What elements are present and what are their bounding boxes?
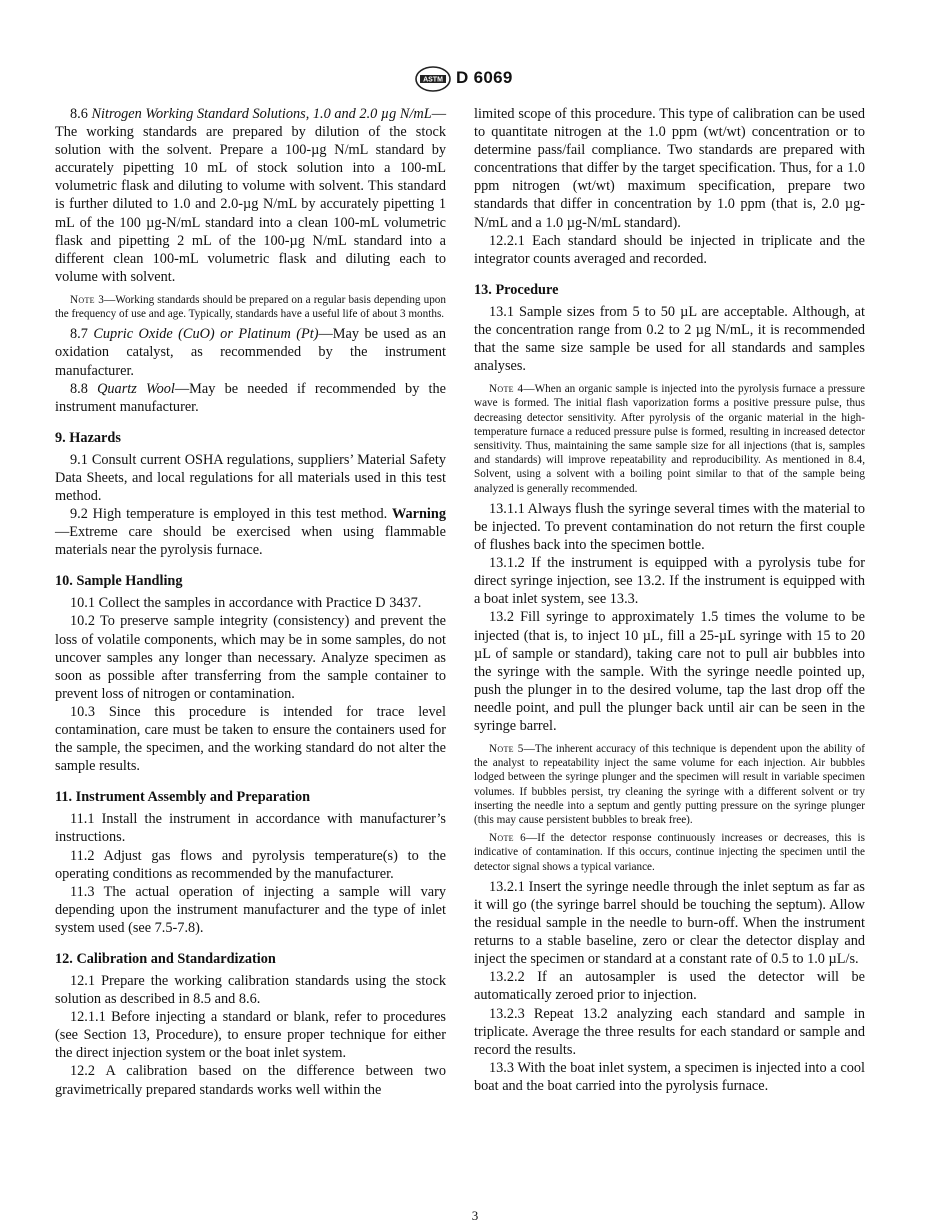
svg-text:ASTM: ASTM	[423, 76, 443, 84]
heading-sample-handling: 10. Sample Handling	[55, 573, 183, 590]
section-13-1: 13.1 Sample sizes from 5 to 50 µL are acceptable. Although, at the concentration range from 0.2 to 2 µg N/mL, it is recommended that the same size sample be used for all standards and samples analyses.	[474, 303, 865, 375]
section-12-1: 12.1 Prepare the working calibration standards using the stock solution as described in 8.5 and 8.6.	[55, 972, 446, 1008]
section-10-1: 10.1 Collect the samples in accordance with Practice D 3437.	[70, 595, 422, 612]
heading-hazards: 9. Hazards	[55, 429, 121, 446]
section-9-2: 9.2 High temperature is employed in this test method. Warning—Extreme care should be exercised when using flammable materials near the pyrolysis furnace.	[55, 506, 446, 559]
right-column	[474, 105, 865, 1095]
section-12-2-1: 12.2.1 Each standard should be injected in triplicate and the integrator counts averaged and recorded.	[474, 232, 865, 267]
heading-instrument-assembly: 11. Instrument Assembly and Preparation	[55, 789, 311, 806]
section-12-2-continued: limited scope of this procedure. This type of calibration can be used to quantitate nitrogen at the 1.0 ppm (wt/wt) concentration or to determine pass/fail compliance. Two standards are prepared with concentrations that differ by the target specification. Thus, for a 1.0 ppm nitrogen (wt/wt) maximum specification, prepare two standards that differ in concentration by 1.0 ppm (that is, 2.0 µg-N/mL and a 1.0 µg-N/mL standard).	[474, 106, 865, 231]
note-5: Note 5—The inherent accuracy of this technique is dependent upon the ability of the analyst to repeatability inject the same volume for each injection. Air bubbles lodged between the syringe plunger and the specimen will result in variable specimen volumes. If bubbles persist, try cleaning the syringe with a different solvent or try inserting the needle into a septum and gently putting pressure on the syringe plunger (this may cause persistent bubbles to break free).	[474, 743, 865, 827]
heading-calibration: 12. Calibration and Standardization	[55, 950, 276, 967]
section-13-2-1: 13.2.1 Insert the syringe needle through the inlet septum as far as it will go (the syringe barrel should be touching the septum). Allow the residual sample in the needle to burn-off. When the instrument returns to a stable baseline, zero or clear the detector display and inject the specimen or standard at a constant rate of 0.5 to 1.0 µL/s.	[474, 878, 865, 968]
section-12-1-1: 12.1.1 Before injecting a standard or blank, refer to procedures (see Section 13, Procedure), to ensure proper technique for either the direct injection system or the boat inlet system.	[55, 1009, 446, 1062]
page-header	[0, 66, 950, 94]
left-column	[55, 105, 446, 1099]
standard-designation: D 6069	[456, 68, 513, 87]
section-13-1-2: 13.1.2 If the instrument is equipped with a pyrolysis tube for direct syringe injection, see 13.2. If the instrument is equipped with a boat inlet system, see 13.3.	[474, 555, 865, 608]
section-13-3: 13.3 With the boat inlet system, a specimen is injected into a cool boat and the boat carried into the pyrolysis furnace.	[474, 1059, 865, 1094]
section-8-7: 8.7 Cupric Oxide (CuO) or Platinum (Pt)—May be used as an oxidation catalyst, as recommended by the instrument manufacturer.	[55, 326, 446, 379]
heading-procedure: 13. Procedure	[474, 281, 559, 298]
section-10-2: 10.2 To preserve sample integrity (consistency) and prevent the loss of volatile components, which may be in some samples, do not uncover samples any longer than necessary. Analyze specimen as soon as possible after transferring from the sample container to prevent loss of nitrogen or contamination.	[55, 613, 446, 702]
section-12-2: 12.2 A calibration based on the difference between two gravimetrically prepared standards works well within the	[55, 1063, 446, 1098]
section-8-8: 8.8 Quartz Wool—May be needed if recommended by the instrument manufacturer.	[55, 380, 447, 415]
section-9-1: 9.1 Consult current OSHA regulations, suppliers’ Material Safety Data Sheets, and local regulations for all materials used in this test method.	[55, 451, 446, 504]
page-number: 3	[471, 1208, 479, 1223]
section-13-1-1: 13.1.1 Always flush the syringe several times with the material to be injected. To prevent contamination do not return the first couple of flushes back into the specimen bottle.	[474, 500, 865, 554]
section-11-3: 11.3 The actual operation of injecting a sample will vary depending upon the instrument manufacturer and the type of inlet system used (see 7.5-7.8).	[55, 883, 446, 936]
section-10-3: 10.3 Since this procedure is intended for trace level contamination, care must be taken to ensure the containers used for the sample, the specimen, and the working standard do not alter the sample results.	[55, 703, 446, 775]
note-6: Note 6—If the detector response continuously increases or decreases, this is indicative of contamination. If this occurs, continue injecting the specimen until the detector signal shows a typical variance.	[474, 832, 866, 873]
section-13-2-2: 13.2.2 If an autosampler is used the detector will be automatically zeroed prior to injection.	[474, 969, 865, 1004]
section-8-6: 8.6 Nitrogen Working Standard Solutions, 1.0 and 2.0 µg N/mL—The working standards are prepared by dilution of the stock solution with the solvent. Prepare a 100-µg N/mL standard by accurately pipetting 10 mL of stock solution into a 100-mL volumetric flask and diluting to volume with solvent. This standard is further diluted to 1.0 and 2.0-µg N/mL by accurately pipetting 1 mL of the 100 µg-N/mL standard into a clean 100-mL volumetric flask and pipetting 2 mL of the 100-µg N/mL standard into a different clean 100-mL volumetric flask and diluting each to volume with solvent.	[55, 106, 447, 285]
section-11-1: 11.1 Install the instrument in accordance with manufacturer’s instructions.	[55, 811, 446, 846]
astm-logo-icon	[414, 66, 452, 92]
section-11-2: 11.2 Adjust gas flows and pyrolysis temperature(s) to the operating conditions as recommended by the manufacturer.	[55, 847, 446, 882]
note-3: Note 3—Working standards should be prepared on a regular basis depending upon the frequency of use and age. Typically, standards have a useful life of about 3 months.	[55, 293, 446, 321]
section-13-2-3: 13.2.3 Repeat 13.2 analyzing each standard and sample in triplicate. Average the three results for each standard or sample and record the results.	[474, 1005, 865, 1058]
note-4: Note 4—When an organic sample is injected into the pyrolysis furnace a pressure wave is formed. The initial flash vaporization forms a positive pressure pulse, thus decreasing detector sensitivity. After pyrolysis of the organic material in the high-temperature furnace a reduced pressure pulse is formed, resulting in increased detector sensitivity. Thus, maintaining the same sample size for all injections (that is, samples and standards) will improve repeatability and reproducibility. As mentioned in 8.4, Solvent, using a solvent with a boiling point similar to that of the sample being analyzed is generally recommended.	[474, 383, 865, 495]
section-13-2: 13.2 Fill syringe to approximately 1.5 times the volume to be injected (that is, to inject 10 µL, fill a 25-µL syringe with 15 to 20 µL of sample or standard), taking care not to pull air bubbles into the syringe with the sample. With the syringe needle pointed up, push the plunger in to the desired volume, tap the last drop off the needle point, and pull the plunger back until air can be seen in the syringe barrel.	[474, 609, 865, 734]
